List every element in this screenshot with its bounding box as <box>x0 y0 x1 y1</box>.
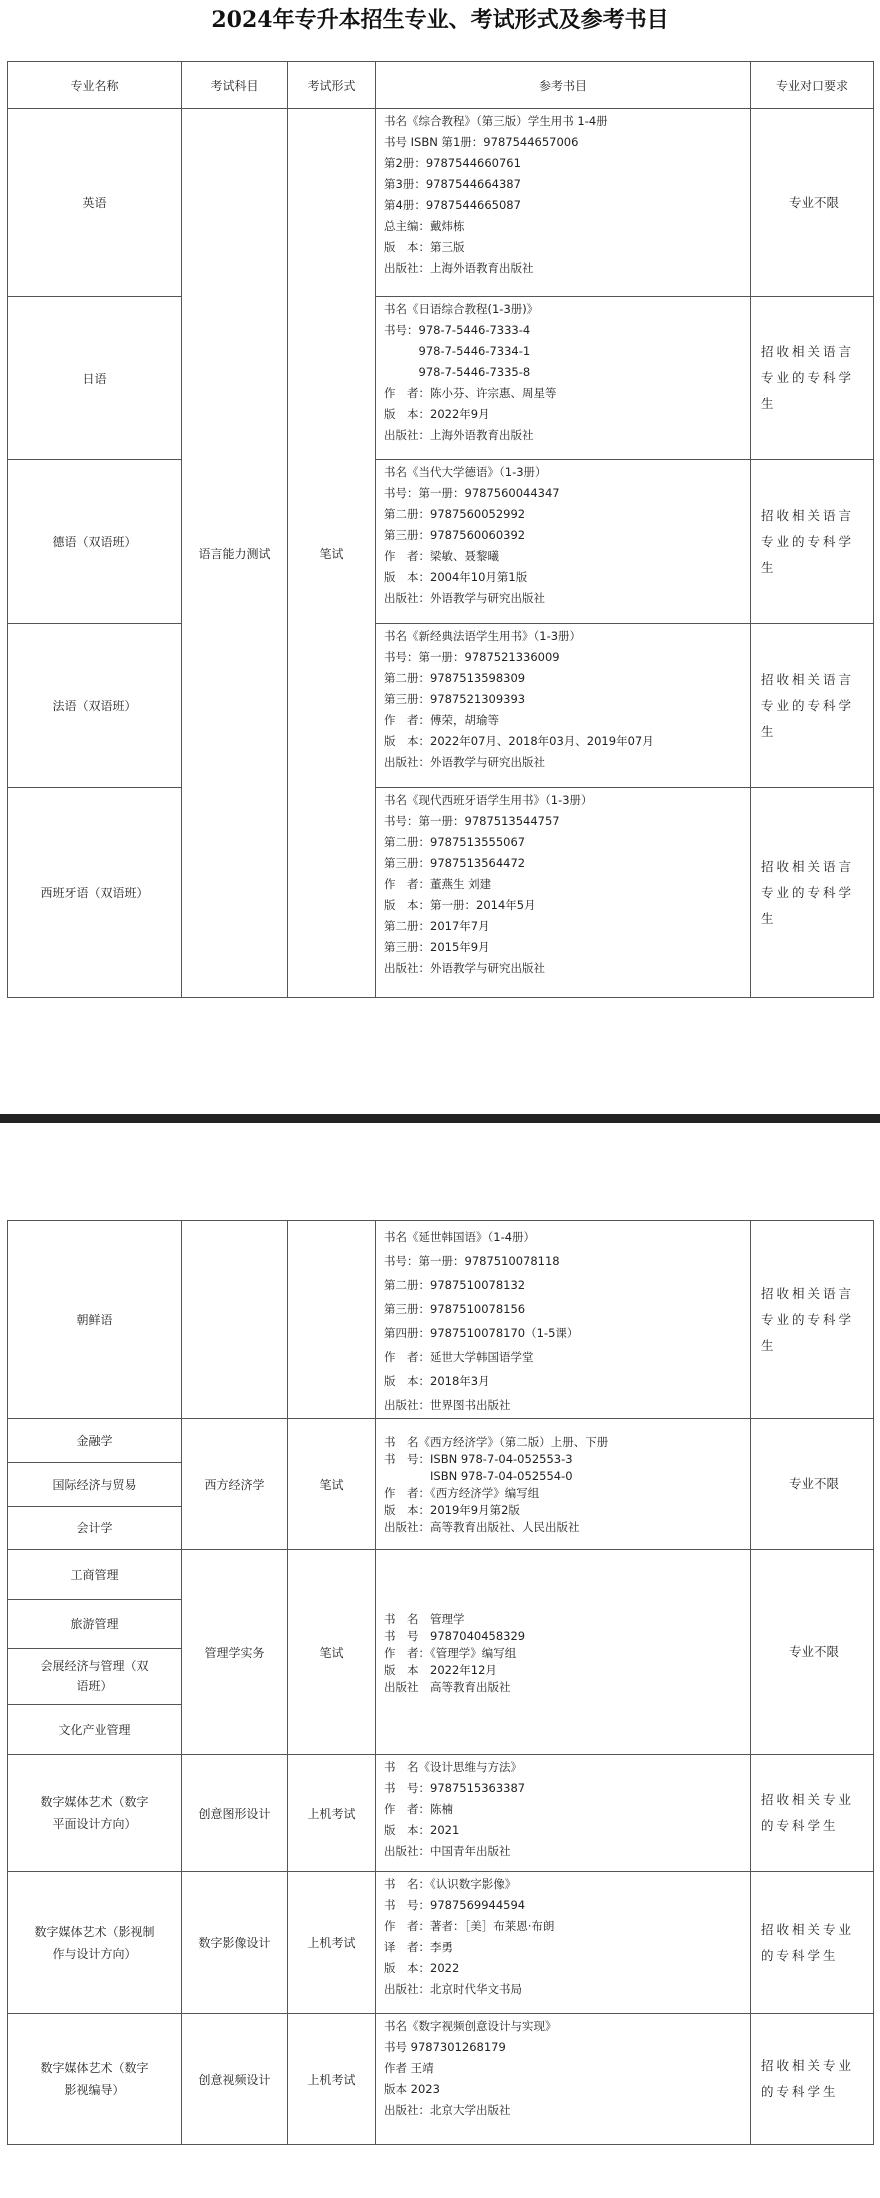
book-info: 书名《延世韩国语》（1-4册） 书号：第一册：9787510078118 第二册：9787510078132 第三册：9787510078156 第四册：9787510078170（1-5课） 作 者：延世大学韩国语学堂 版 本：2018年3月 出版社：世界图书出版社 <box>376 1221 751 1419</box>
major-name: 工商管理 <box>8 1550 181 1599</box>
exam-subject: 语言能力测试 <box>182 109 288 998</box>
major-requirement: 招收相关语言专业的专科学生 <box>751 1221 874 1419</box>
col-header-books: 参考书目 <box>376 62 751 109</box>
major-requirement: 招收相关专业的专科学生 <box>751 2014 874 2145</box>
major-name: 法语（双语班） <box>8 624 182 788</box>
major-name: 英语 <box>8 109 182 297</box>
table-row <box>8 1550 874 1755</box>
major-name: 朝鲜语 <box>8 1221 182 1419</box>
major-name: 数字媒体艺术（影视制作与设计方向） <box>8 1872 182 2014</box>
major-name: 日语 <box>8 297 182 460</box>
major-group <box>8 1550 182 1755</box>
table-row <box>8 788 874 998</box>
table-row <box>8 297 874 460</box>
exam-subject: 管理学实务 <box>182 1550 288 1755</box>
col-header-subject: 考试科目 <box>182 62 288 109</box>
major-requirement: 专业不限 <box>751 1419 874 1550</box>
major-name: 数字媒体艺术（数字影视编导） <box>8 2014 182 2145</box>
header-row <box>8 62 874 109</box>
exam-subject: 西方经济学 <box>182 1419 288 1550</box>
page-title: 2024年专升本招生专业、考试形式及参考书目 <box>211 7 669 33</box>
exam-form: 笔试 <box>288 1550 376 1755</box>
major-name: 金融学 <box>8 1419 181 1462</box>
book-info: 书 名《设计思维与方法》 书 号：9787515363387 作 者：陈楠 版 本：2021 出版社：中国青年出版社 <box>376 1755 751 1872</box>
book-info: 书名《新经典法语学生用书》（1-3册） 书号：第一册：9787521336009 第二册：9787513598309 第三册：9787521309393 作 者：傅荣，胡瑜等 版 本：2022年07月、2018年03月、2019年07月 出版社：外语教学与研究出版社 <box>376 624 751 788</box>
major-name: 数字媒体艺术（数字平面设计方向） <box>8 1755 182 1872</box>
book-info: 书名《综合教程》（第三版）学生用书 1-4册 书号 ISBN 第1册：9787544657006 第2册：9787544660761 第3册：9787544664387 第4册：9787544665087 总主编：戴炜栋 版 本：第三版 出版社：上海外语教育出版社 <box>376 109 751 297</box>
exam-subject: 数字影像设计 <box>182 1872 288 2014</box>
major-requirement: 招收相关专业的专科学生 <box>751 1755 874 1872</box>
col-header-form: 考试形式 <box>288 62 376 109</box>
col-header-requirement: 专业对口要求 <box>751 62 874 109</box>
major-requirement: 专业不限 <box>751 1550 874 1755</box>
exam-form: 上机考试 <box>288 1755 376 1872</box>
exam-form: 上机考试 <box>288 1872 376 2014</box>
table-row <box>8 2014 874 2145</box>
major-name: 会展经济与管理（双语班） <box>8 1648 181 1704</box>
exam-subject: 创意图形设计 <box>182 1755 288 1872</box>
major-name: 西班牙语（双语班） <box>8 788 182 998</box>
book-info: 书 名《西方经济学》（第二版）上册、下册 书 号：ISBN 978-7-04-052553-3 ISBN 978-7-04-052554-0 作 者：《西方经济学》编写组 版 本：2019年9月第2版 出版社：高等教育出版社、人民出版社 <box>376 1419 751 1550</box>
exam-form: 上机考试 <box>288 2014 376 2145</box>
major-name: 国际经济与贸易 <box>8 1462 181 1506</box>
book-info: 书名《现代西班牙语学生用书》（1-3册） 书号：第一册：9787513544757 第二册：9787513555067 第三册：9787513564472 作 者：董燕生 刘建 版 本：第一册：2014年5月 第二册：2017年7月 第三册：2015年9月 出版社：外语教学与研究出版社 <box>376 788 751 998</box>
table-row <box>8 1221 874 1419</box>
major-name: 会计学 <box>76 1521 113 1536</box>
major-requirement: 招收相关语言专业的专科学生 <box>751 788 874 998</box>
major-name: 旅游管理 <box>8 1599 181 1648</box>
page-divider <box>0 1114 880 1123</box>
table-row <box>8 1872 874 2014</box>
major-requirement: 招收相关专业的专科学生 <box>751 1872 874 2014</box>
book-info: 书名《日语综合教程(1-3册)》 书号：978-7-5446-7333-4 978-7-5446-7334-1 978-7-5446-7335-8 作 者：陈小芬、许宗惠、周星等 版 本：2022年9月 出版社：上海外语教育出版社 <box>376 297 751 460</box>
exam-form <box>288 1221 376 1419</box>
table-row <box>8 1419 874 1550</box>
admission-table-page1 <box>7 61 874 998</box>
book-info: 书 名 管理学 书 号 9787040458329 作 者：《管理学》编写组 版 本 2022年12月 出版社 高等教育出版社 <box>376 1550 751 1755</box>
major-name: 文化产业管理 <box>58 1722 131 1737</box>
exam-form: 笔试 <box>288 1419 376 1550</box>
major-requirement: 招收相关语言专业的专科学生 <box>751 624 874 788</box>
book-info: 书 名：《认识数字影像》 书 号：9787569944594 作 者：著者：［美］布莱恩·布朗 译 者：李勇 版 本：2022 出版社：北京时代华文书局 <box>376 1872 751 2014</box>
book-info: 书名《数字视频创意设计与实现》 书号 9787301268179 作者 王靖 版本 2023 出版社：北京大学出版社 <box>376 2014 751 2145</box>
exam-form: 笔试 <box>288 109 376 998</box>
table-row <box>8 624 874 788</box>
major-requirement: 招收相关语言专业的专科学生 <box>751 460 874 624</box>
major-requirement: 专业不限 <box>751 109 874 297</box>
exam-subject: 创意视频设计 <box>182 2014 288 2145</box>
exam-subject <box>182 1221 288 1419</box>
table-row <box>8 460 874 624</box>
table-row <box>8 1755 874 1872</box>
table-row <box>8 109 874 297</box>
admission-table-page2 <box>7 1220 874 2145</box>
major-name: 德语（双语班） <box>8 460 182 624</box>
col-header-major: 专业名称 <box>8 62 182 109</box>
book-info: 书名《当代大学德语》（1-3册） 书号：第一册：9787560044347 第二册：9787560052992 第三册：9787560060392 作 者：梁敏、聂黎曦 版 本：2004年10月第1版 出版社：外语教学与研究出版社 <box>376 460 751 624</box>
major-group <box>8 1419 182 1550</box>
major-requirement: 招收相关语言专业的专科学生 <box>751 297 874 460</box>
